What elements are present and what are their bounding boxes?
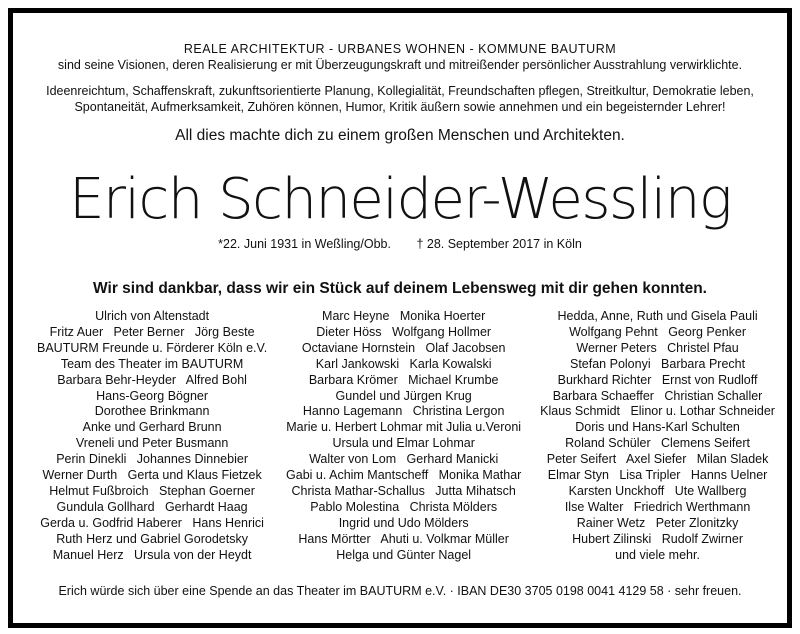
mourner-line: Doris und Hans-Karl Schulten	[575, 420, 740, 435]
mourner-line: Werner Durth Gerta und Klaus Fietzek	[42, 468, 262, 483]
mourner-line: Christa Mathar-Schallus Jutta Mihatsch	[291, 483, 516, 498]
death-date: † 28. September 2017 in Köln	[416, 237, 582, 251]
mourner-line: Barbara Krömer Michael Krumbe	[308, 372, 499, 387]
mourner-line: Barbara Behr-Heyder Alfred Bohl	[57, 372, 247, 387]
mourner-line: Karsten Unckhoff Ute Wallberg	[568, 483, 747, 498]
mourner-line: Rainer Wetz Peter Zlonitzky	[576, 515, 739, 530]
mourners-column-3	[540, 309, 775, 564]
mourner-line: Fritz Auer Peter Berner Jörg Beste	[49, 324, 255, 339]
mourner-line: Stefan Polonyi Barbara Precht	[570, 356, 746, 371]
mourner-line: Gundula Gollhard Gerhardt Haag	[56, 499, 248, 514]
qualities-line-1: Ideenreichtum, Schaffenskraft, zukunftsorientierte Planung, Kollegialität, Freundschaften pflegen, Streitkultur, Demokratie leben,	[46, 84, 754, 98]
header-subtitle: sind seine Visionen, deren Realisierung er mit Überzeugungskraft und mitreißender persönlicher Ausstrahlung verwirklichte.	[57, 58, 743, 72]
mourner-line: Ruth Herz und Gabriel Gorodetsky	[56, 531, 248, 546]
mourner-line: Klaus Schmidt Elinor u. Lothar Schneider	[540, 404, 775, 419]
mourners-column-1	[37, 309, 267, 564]
mourner-line: Dieter Höss Wolfgang Hollmer	[316, 324, 492, 339]
gratitude-line: Wir sind dankbar, dass wir ein Stück auf deinem Lebensweg mit dir gehen konnten.	[93, 280, 707, 297]
life-dates	[13, 236, 787, 252]
mourner-line: und viele mehr.	[615, 547, 700, 562]
mourner-line: Ursula und Elmar Lohmar	[332, 436, 475, 451]
mourner-line: Walter von Lom Gerhard Manicki	[309, 452, 499, 467]
mourner-line: Helmut Fußbroich Stephan Goerner	[49, 483, 255, 498]
mourner-line: Hans-Georg Bögner	[96, 388, 209, 403]
qualities-text	[13, 83, 787, 115]
tribute-line: All dies machte dich zu einem großen Menschen und Architekten.	[175, 127, 625, 144]
mourner-line: Hubert Zilinski Rudolf Zwirner	[572, 531, 743, 546]
mourner-line: Dorothee Brinkmann	[94, 404, 210, 419]
mourner-line: Elmar Styn Lisa Tripler Hanns Uelner	[547, 468, 768, 483]
mourner-line: Ingrid und Udo Mölders	[338, 515, 469, 530]
mourner-line: Vreneli und Peter Busmann	[75, 436, 229, 451]
mourner-line: Marc Heyne Monika Hoerter	[322, 309, 486, 323]
mourner-line: Gundel und Jürgen Krug	[335, 388, 472, 403]
mourner-line: Hanno Lagemann Christina Lergon	[302, 404, 505, 419]
deceased-name: Erich Schneider-Wessling	[69, 167, 731, 232]
mourner-line: Hedda, Anne, Ruth und Gisela Pauli	[557, 309, 758, 323]
mourner-line: Pablo Molestina Christa Mölders	[310, 499, 498, 514]
mourner-line: Ilse Walter Friedrich Werthmann	[564, 499, 751, 514]
mourners-list	[13, 309, 787, 564]
mourner-line: Marie u. Herbert Lohmar mit Julia u.Veroni	[286, 420, 522, 435]
birth-date: *22. Juni 1931 in Weßling/Obb.	[218, 237, 391, 251]
mourner-line: Anke und Gerhard Brunn	[82, 420, 222, 435]
mourner-line: Perin Dinekli Johannes Dinnebier	[56, 452, 248, 467]
mourner-line: Peter Seifert Axel Siefer Milan Sladek	[546, 452, 769, 467]
mourner-line: Werner Peters Christel Pfau	[576, 340, 739, 355]
mourner-line: Helga und Günter Nagel	[336, 547, 472, 562]
mourner-line: Gerda u. Godfrid Haberer Hans Henrici	[40, 515, 264, 530]
donation-note: Erich würde sich über eine Spende an das Theater im BAUTURM e.V. · IBAN DE30 3705 0198 0041 4129 58 · sehr freuen.	[58, 583, 742, 598]
mourner-line: Hans Mörtter Ahuti u. Volkmar Müller	[298, 531, 509, 546]
mourner-line: Octaviane Hornstein Olaf Jacobsen	[301, 340, 506, 355]
mourner-line: Gabi u. Achim Mantscheff Monika Mathar	[286, 468, 522, 483]
mourner-line: BAUTURM Freunde u. Förderer Köln e.V.	[37, 340, 268, 355]
mourner-line: Ulrich von Altenstadt	[95, 309, 210, 323]
mourner-line: Wolfgang Pehnt Georg Penker	[569, 324, 747, 339]
mourner-line: Burkhard Richter Ernst von Rudloff	[557, 372, 758, 387]
obituary-frame	[8, 8, 792, 628]
mourner-line: Manuel Herz Ursula von der Heydt	[52, 547, 252, 562]
mourners-column-2	[286, 309, 521, 564]
mourner-line: Team des Theater im BAUTURM	[60, 356, 244, 371]
mourner-line: Barbara Schaeffer Christian Schaller	[552, 388, 763, 403]
mourner-line: Karl Jankowski Karla Kowalski	[315, 356, 492, 371]
header-title: REALE ARCHITEKTUR - URBANES WOHNEN - KOMMUNE BAUTURM	[183, 42, 617, 56]
qualities-line-2: Spontaneität, Aufmerksamkeit, Zuhören können, Humor, Kritik äußern sowie annehmen und ein begeisternder Lehrer!	[74, 100, 726, 114]
mourner-line: Roland Schüler Clemens Seifert	[565, 436, 750, 451]
